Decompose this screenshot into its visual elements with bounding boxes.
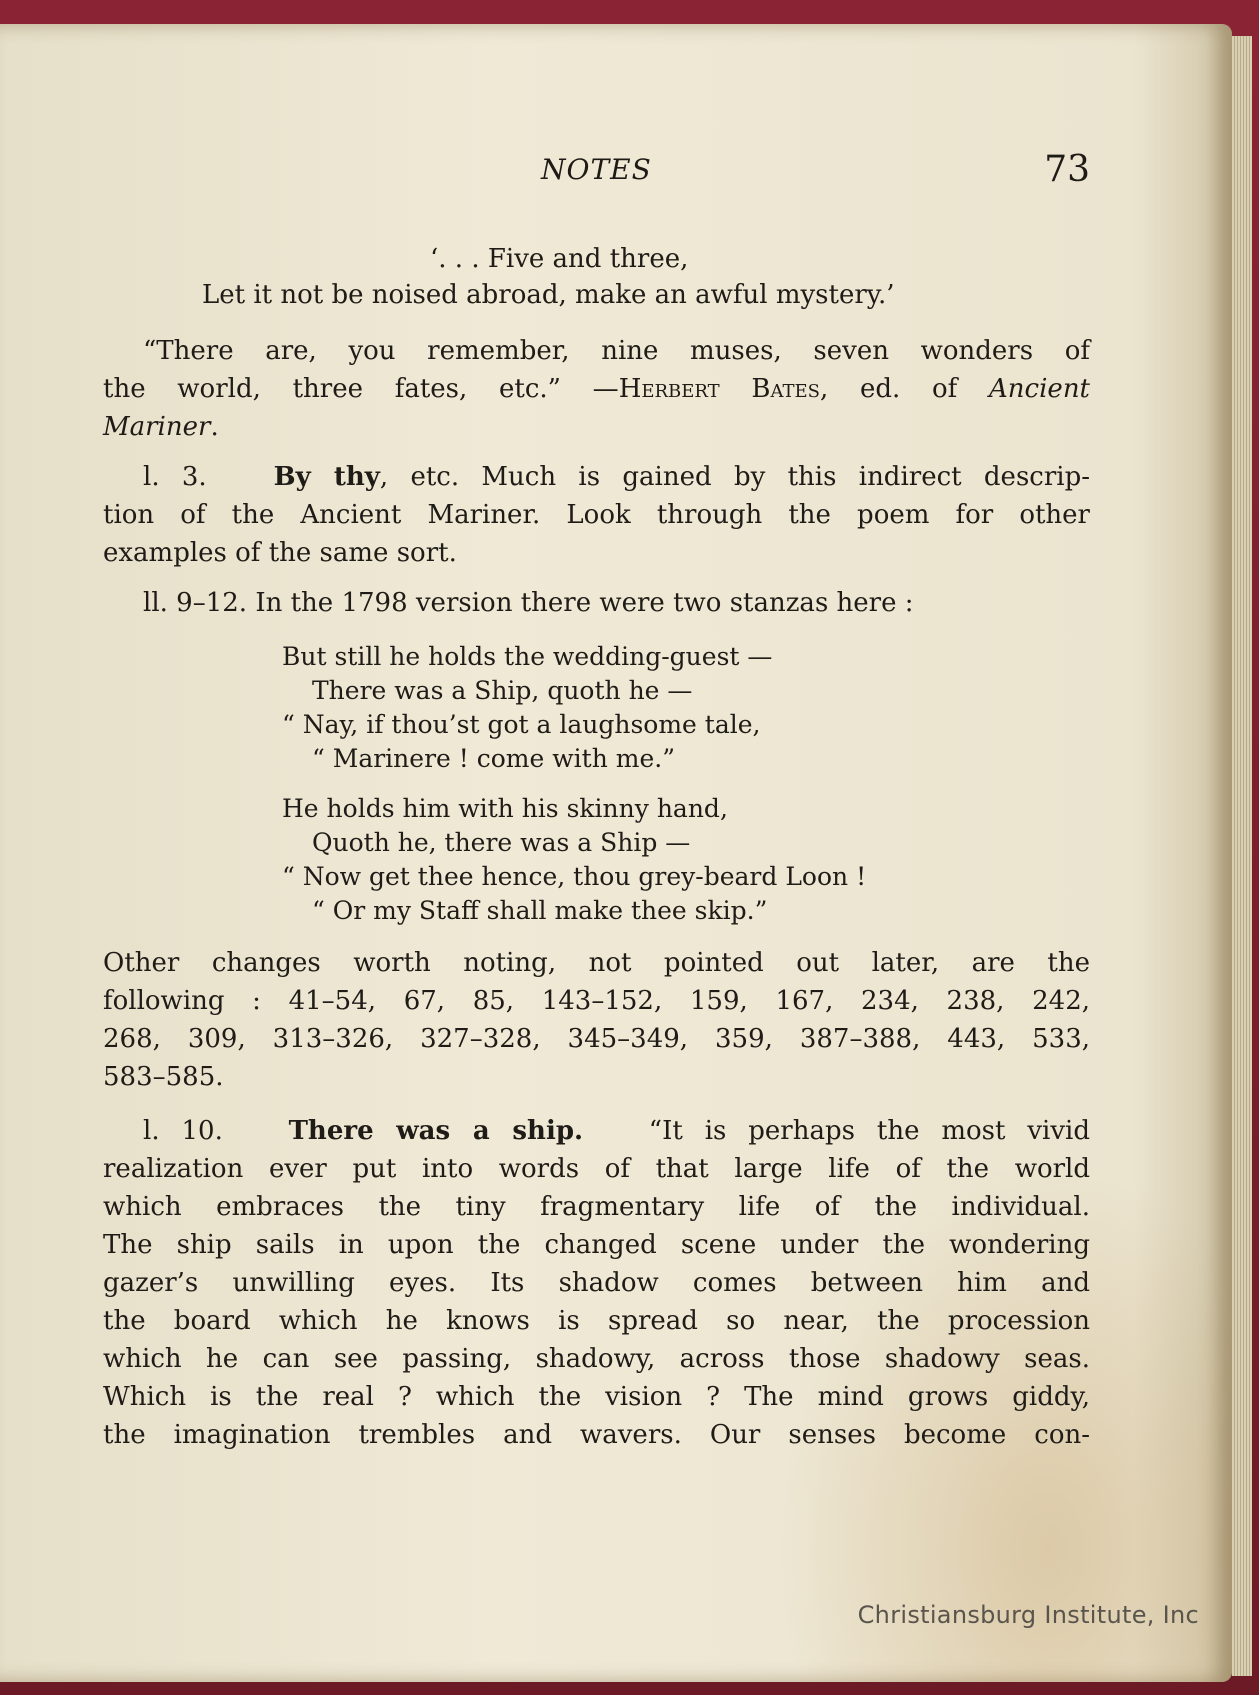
book-title: Mariner xyxy=(103,412,211,442)
watermark: Christiansburg Institute, Inc xyxy=(857,1601,1199,1629)
paragraph-quotation xyxy=(103,332,1090,446)
note-line-3 xyxy=(103,458,1090,572)
page-number: 73 xyxy=(1044,149,1090,190)
text-span: . xyxy=(210,412,219,442)
text-line: which embraces the tiny fragmentary life of the individual. xyxy=(103,1192,1090,1222)
text-line: the imagination trembles and wavers. Our senses become con- xyxy=(103,1420,1090,1450)
text-line: “There are, you remember, nine muses, seven wonders of xyxy=(143,336,1090,366)
text-line xyxy=(103,370,1090,408)
text-line: the board which he knows is spread so near, the procession xyxy=(103,1306,1090,1336)
verse-line: “ Now get thee hence, thou grey-beard Loon ! xyxy=(282,862,867,891)
text-line: ll. 9–12. In the 1798 version there were two stanzas here : xyxy=(143,588,914,618)
text-line xyxy=(103,458,1090,496)
author-name: Herbert Bates xyxy=(618,374,820,404)
text-line: realization ever put into words of that large life of the world xyxy=(103,1154,1090,1184)
text-line: examples of the same sort. xyxy=(103,538,457,568)
epigraph-line: Let it not be noised abroad, make an awful mystery.’ xyxy=(202,280,895,310)
epigraph xyxy=(103,241,1090,313)
epigraph-line: ‘. . . Five and three, xyxy=(430,244,689,274)
verse-line: But still he holds the wedding-guest — xyxy=(282,642,773,671)
text-line: tion of the Ancient Mariner. Look through the poem for other xyxy=(103,500,1090,530)
text-line: gazer’s unwilling eyes. Its shadow comes between him and xyxy=(103,1268,1090,1298)
page-edges xyxy=(1232,36,1252,1676)
book-title: Ancient xyxy=(989,374,1091,404)
running-head-title: NOTES xyxy=(541,153,652,186)
text-line: 583–585. xyxy=(103,1062,224,1092)
note-line-10 xyxy=(103,1112,1090,1454)
stanza xyxy=(282,792,866,928)
text-line: following : 41–54, 67, 85, 143–152, 159, 167, 234, 238, 242, xyxy=(103,986,1090,1016)
text-line: Other changes worth noting, not pointed out later, are the xyxy=(103,948,1090,978)
text-span: “It is perhaps the most vivid xyxy=(648,1116,1091,1146)
text-line: Which is the real ? which the vision ? The mind grows giddy, xyxy=(103,1382,1090,1412)
line-reference: l. 10. xyxy=(143,1116,223,1146)
stanza xyxy=(282,640,772,776)
text-span: , etc. Much is gained by this indirect descrip- xyxy=(379,462,1091,492)
text-line: The ship sails in upon the changed scene under the wondering xyxy=(103,1230,1090,1260)
text-line xyxy=(103,1112,1090,1150)
verse-line: “ Nay, if thou’st got a laughsome tale, xyxy=(282,710,761,739)
other-changes-paragraph xyxy=(103,944,1090,1096)
verse-line: “ Marinere ! come with me.” xyxy=(312,744,675,773)
text-span: the world, three fates, etc.” — xyxy=(103,374,619,404)
text-line xyxy=(103,408,1090,446)
lemma: There was a ship. xyxy=(288,1116,584,1146)
lemma: By thy xyxy=(273,462,380,492)
verse-line: He holds him with his skinny hand, xyxy=(282,794,728,823)
text-span: , ed. of xyxy=(820,374,958,404)
note-lines-9-12 xyxy=(103,584,1090,622)
running-head xyxy=(0,149,1232,193)
verse-line: Quoth he, there was a Ship — xyxy=(312,828,691,857)
verse-line: There was a Ship, quoth he — xyxy=(312,676,693,705)
line-reference: l. 3. xyxy=(143,462,207,492)
text-line: 268, 309, 313–326, 327–328, 345–349, 359, 387–388, 443, 533, xyxy=(103,1024,1090,1054)
text-line: which he can see passing, shadowy, across those shadowy seas. xyxy=(103,1344,1090,1374)
verse-line: “ Or my Staff shall make thee skip.” xyxy=(312,896,768,925)
